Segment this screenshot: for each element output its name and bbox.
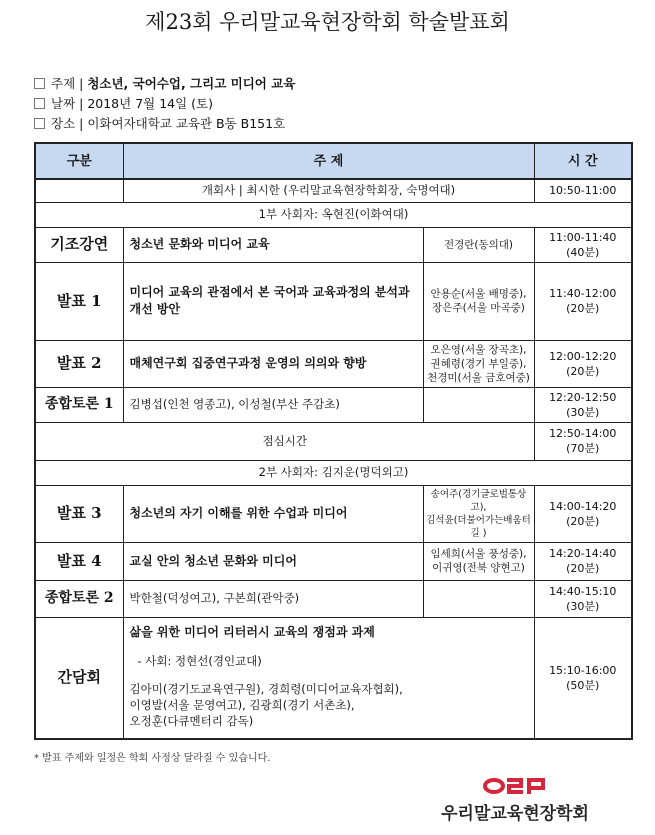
- schedule-table: [34, 142, 633, 740]
- page-title: 제23회 우리말교육현장학회 학술발표회: [145, 10, 510, 34]
- presenter: 오은영(서울 장곡초),: [430, 343, 527, 356]
- time-range: 14:00-14:20: [549, 499, 617, 513]
- category-cell: 발표 1: [35, 262, 123, 340]
- checkbox-icon: [34, 98, 45, 109]
- time-cell: [534, 485, 632, 542]
- info-label: 주제: [51, 76, 76, 91]
- time-range: 15:10-16:00: [549, 663, 617, 677]
- table-header: [35, 143, 632, 179]
- panel-members: 이영발(서울 문영여고), 김광희(경기 서촌초),: [129, 697, 355, 712]
- presenter-cell: [423, 542, 534, 580]
- category-cell: 발표 4: [35, 542, 123, 580]
- presenter: 안용순(서울 배명중),: [430, 288, 527, 300]
- time-range: 12:00-12:20: [549, 349, 617, 363]
- time-range: 11:40-12:00: [549, 287, 617, 300]
- time-cell: [534, 542, 632, 580]
- part2-heading: 2부 사회자: 김지운(명덕외고): [35, 460, 632, 485]
- topic-cell: 매체연구회 집중연구과정 운영의 의의와 향방: [123, 340, 423, 387]
- duration: (40분): [566, 245, 600, 259]
- topic-cell: [123, 617, 534, 739]
- duration: (20분): [566, 302, 600, 315]
- time-cell: [534, 340, 632, 387]
- category-cell: 종합토론 2: [35, 580, 123, 617]
- duration: (20분): [566, 562, 600, 575]
- category-cell: 종합토론 1: [35, 387, 123, 422]
- duration: (30분): [566, 599, 600, 613]
- info-date: 날짜 | 2018년 7월 14일 (토): [34, 94, 655, 114]
- table-row: [35, 485, 632, 542]
- time-cell: 10:50-11:00: [534, 179, 632, 202]
- time-range: 11:00-11:40: [549, 230, 617, 244]
- table-row: [35, 227, 632, 262]
- time-cell: [534, 422, 632, 460]
- table-row: [35, 460, 632, 485]
- info-label: 날짜: [51, 96, 76, 111]
- opening-text: 개회사 | 최시한 (우리말교육현장학회장, 숙명여대): [123, 179, 534, 202]
- presenter-cell: [423, 340, 534, 387]
- info-topic: 주제 | 청소년, 국어수업, 그리고 미디어 교육: [34, 74, 655, 94]
- info-venue: 장소 | 이화여자대학교 교육관 B동 B151호: [34, 114, 655, 134]
- topic-cell: 청소년 문화와 미디어 교육: [123, 227, 423, 262]
- logo-name: 우리말교육현장학회: [441, 804, 589, 824]
- duration: (50분): [566, 678, 600, 692]
- checkbox-icon: [34, 78, 45, 89]
- time-range: 12:50-14:00: [549, 427, 617, 440]
- time-cell: [534, 227, 632, 262]
- time-range: 14:40-15:10: [549, 584, 617, 598]
- footnote: * 발표 주제와 일정은 학회 사정상 달라질 수 있습니다.: [34, 753, 271, 764]
- info-list: [34, 74, 655, 134]
- schedule-section: [34, 142, 631, 825]
- table-row: [35, 387, 632, 422]
- presenter-cell: [423, 262, 534, 340]
- presenter-cell: [423, 485, 534, 542]
- time-cell: [534, 262, 632, 340]
- presenter: 권혜령(경기 부일중),: [430, 357, 527, 370]
- topic-cell: 박한철(덕성여고), 구본희(관악중): [123, 580, 423, 617]
- table-row: [35, 262, 632, 340]
- part1-heading: 1부 사회자: 옥현진(이화여대): [35, 202, 632, 227]
- presenter: 천경미(서울 금호여중): [427, 371, 530, 384]
- presenter: 장은주(서울 마곡중): [432, 302, 525, 314]
- table-row: [35, 340, 632, 387]
- topic-cell: 김병섭(인천 영종고), 이성철(부산 주감초): [123, 387, 423, 422]
- table-row: [35, 542, 632, 580]
- table-row: [35, 202, 632, 227]
- panel-topic: 삶을 위한 미디어 리터러시 교육의 쟁점과 과제: [129, 624, 375, 639]
- info-value: 청소년, 국어수업, 그리고 미디어 교육: [87, 76, 296, 91]
- presenter: 임세희(서울 풍성중),: [430, 548, 527, 560]
- info-value: 2018년 7월 14일 (토): [87, 96, 213, 111]
- presenter: 이귀영(전북 양현고): [432, 562, 525, 574]
- duration: (30분): [566, 405, 600, 419]
- topic-cell: 미디어 교육의 관점에서 본 국어과 교육과정의 분석과 개선 방안: [123, 262, 423, 340]
- time-cell: [534, 387, 632, 422]
- topic-cell: 청소년의 자기 이해를 위한 수업과 미디어: [123, 485, 423, 542]
- panel-members: 오정훈(다큐멘터리 감독): [129, 713, 254, 728]
- panel-members: 김아미(경기도교육연구원), 경희령(미디어교육자협회),: [129, 681, 403, 696]
- category-cell: 발표 3: [35, 485, 123, 542]
- time-range: 14:20-14:40: [549, 547, 617, 560]
- header-topic: 주 제: [123, 143, 534, 179]
- time-cell: [534, 580, 632, 617]
- header-time: 시 간: [534, 143, 632, 179]
- time-range: 12:20-12:50: [549, 390, 617, 404]
- table-row: [35, 179, 632, 202]
- category-cell: 간담회: [35, 617, 123, 739]
- table-row: [35, 617, 632, 739]
- info-label: 장소: [51, 116, 76, 131]
- logo-icon: [483, 774, 547, 796]
- duration: (70분): [566, 442, 600, 455]
- society-logo: [420, 774, 610, 825]
- info-value: 이화여자대학교 교육관 B동 B151호: [87, 116, 286, 131]
- category-cell: 기조강연: [35, 227, 123, 262]
- topic-cell: 교실 안의 청소년 문화와 미디어: [123, 542, 423, 580]
- duration: (20분): [566, 364, 600, 378]
- category-cell: 발표 2: [35, 340, 123, 387]
- header-category: 구분: [35, 143, 123, 179]
- checkbox-icon: [34, 118, 45, 129]
- table-row: [35, 422, 632, 460]
- presenter-cell: 전경란(동의대): [423, 227, 534, 262]
- lunch-text: 점심시간: [35, 422, 534, 460]
- table-row: [35, 580, 632, 617]
- time-cell: [534, 617, 632, 739]
- panel-moderator: - 사회: 정현선(경인교대): [137, 653, 262, 668]
- duration: (20분): [566, 514, 600, 528]
- presenter: 송여주(경기글로벌통상고),: [430, 488, 527, 513]
- presenter: 김석윤(더불어가는배움터길 ): [426, 514, 531, 539]
